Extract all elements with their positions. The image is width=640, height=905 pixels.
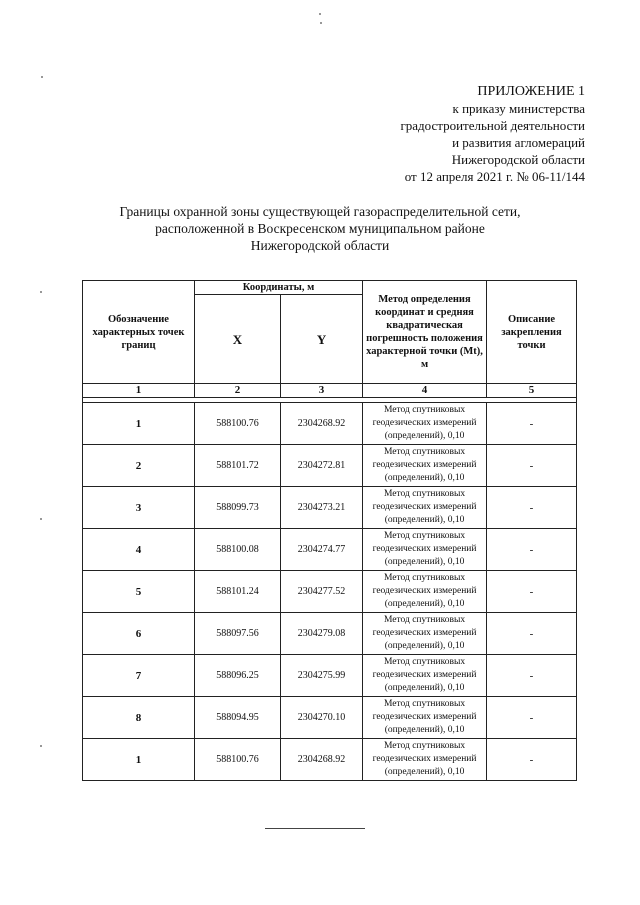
y-cell: 2304272.81 [281,445,363,487]
end-divider [265,828,365,829]
point-cell: 1 [83,403,195,445]
x-cell: 588099.73 [195,487,281,529]
method-cell: Метод спутниковых геодезических измерений (определений), 0,10 [363,571,487,613]
y-cell: 2304270.10 [281,697,363,739]
point-cell: 8 [83,697,195,739]
title-line: расположенной в Воскресенском муниципальном районе [155,221,485,236]
x-cell: 588094.95 [195,697,281,739]
column-number: 2 [195,384,281,398]
method-cell: Метод спутниковых геодезических измерений (определений), 0,10 [363,529,487,571]
coordinates-table [82,280,577,781]
x-cell: 588101.72 [195,445,281,487]
header-description: Описание закрепления точки [487,281,577,384]
y-cell: 2304273.21 [281,487,363,529]
point-cell: 5 [83,571,195,613]
header-designation: Обозначение характерных точек границ [83,281,195,384]
method-cell: Метод спутниковых геодезических измерений (определений), 0,10 [363,487,487,529]
description-cell: - [487,403,577,445]
header-method: Метод определения координат и средняя квадратическая погрешность положения характерной точки (Mt), м [363,281,487,384]
y-cell: 2304277.52 [281,571,363,613]
title-line: Границы охранной зоны существующей газораспределительной сети, [119,204,521,219]
scan-speck [40,745,42,747]
x-cell: 588101.24 [195,571,281,613]
y-cell: 2304268.92 [281,403,363,445]
appendix-header [400,83,585,185]
column-number: 1 [83,384,195,398]
document-title [0,203,640,254]
table-row [83,403,577,445]
y-cell: 2304268.92 [281,739,363,781]
table-row [83,739,577,781]
scan-speck [320,22,322,24]
header-line: градостроительной деятельности [400,118,585,133]
header-x: X [195,295,281,384]
header-line: от 12 апреля 2021 г. № 06-11/144 [404,169,585,184]
scan-speck [319,13,321,15]
point-cell: 3 [83,487,195,529]
table-row [83,571,577,613]
title-line: Нижегородской области [250,238,390,253]
method-cell: Метод спутниковых геодезических измерений (определений), 0,10 [363,697,487,739]
x-cell: 588100.76 [195,739,281,781]
x-cell: 588100.76 [195,403,281,445]
x-cell: 588097.56 [195,613,281,655]
table-row [83,529,577,571]
x-cell: 588100.08 [195,529,281,571]
method-cell: Метод спутниковых геодезических измерений (определений), 0,10 [363,403,487,445]
header-line: Нижегородской области [451,152,585,167]
header-y: Y [281,295,363,384]
point-cell: 6 [83,613,195,655]
description-cell: - [487,571,577,613]
point-cell: 1 [83,739,195,781]
x-cell: 588096.25 [195,655,281,697]
column-number-row [83,384,577,398]
scan-speck [40,518,42,520]
method-cell: Метод спутниковых геодезических измерений (определений), 0,10 [363,739,487,781]
table-row [83,655,577,697]
point-cell: 7 [83,655,195,697]
scan-speck [41,76,43,78]
table-row [83,697,577,739]
description-cell: - [487,445,577,487]
method-cell: Метод спутниковых геодезических измерений (определений), 0,10 [363,655,487,697]
description-cell: - [487,655,577,697]
column-number: 4 [363,384,487,398]
scan-speck [40,291,42,293]
table-row [83,445,577,487]
column-number: 3 [281,384,363,398]
point-cell: 2 [83,445,195,487]
point-cell: 4 [83,529,195,571]
description-cell: - [487,529,577,571]
column-number: 5 [487,384,577,398]
table-row [83,487,577,529]
y-cell: 2304274.77 [281,529,363,571]
table-row [83,613,577,655]
description-cell: - [487,487,577,529]
header-line: к приказу министерства [452,101,585,116]
method-cell: Метод спутниковых геодезических измерений (определений), 0,10 [363,445,487,487]
appendix-title: ПРИЛОЖЕНИЕ 1 [477,84,585,99]
description-cell: - [487,613,577,655]
header-line: и развития агломераций [452,135,585,150]
method-cell: Метод спутниковых геодезических измерений (определений), 0,10 [363,613,487,655]
y-cell: 2304279.08 [281,613,363,655]
y-cell: 2304275.99 [281,655,363,697]
description-cell: - [487,739,577,781]
description-cell: - [487,697,577,739]
header-coordinates: Координаты, м [195,281,363,295]
